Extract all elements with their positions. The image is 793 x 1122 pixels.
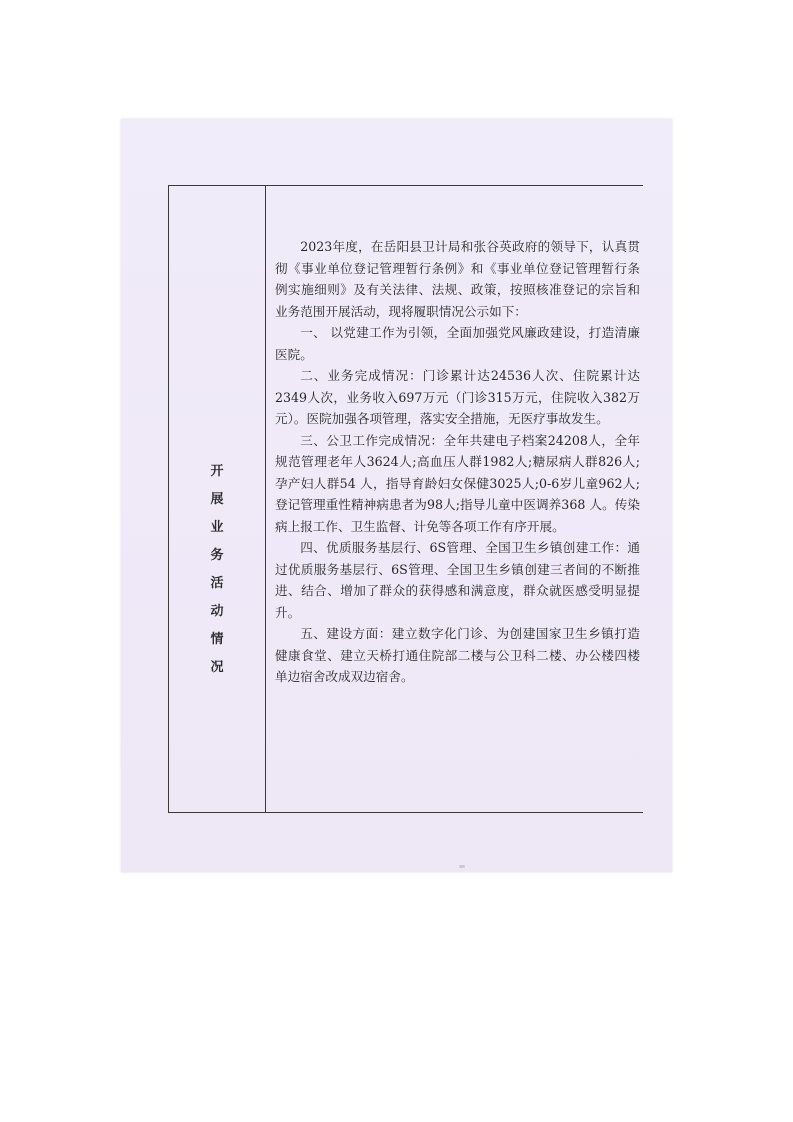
paragraph-party-building: 一、 以党建工作为引领，全面加强党风廉政建设，打造清廉医院。: [275, 325, 640, 362]
paragraph-construction: 五、建设方面：建立数字化门诊、为创建国家卫生乡镇打造健康食堂、建立天桥打通住院部二楼与公卫科二楼、办公楼四楼单边宿舍改成双边宿舍。: [275, 626, 640, 684]
paragraph-public-health: 三、公卫工作完成情况：全年共建电子档案24208人，全年规范管理老年人3624人;高血压人群1982人;糖尿病人群826人;孕产妇人群54 人，指导育龄妇女保健3025人;0-6岁儿童962人;登记管理重性精神病患者为98人;指导儿童中医调养368 人。传染病上报工作、卫生监督、计免等各项工作有序开展。: [275, 432, 640, 534]
paragraph-business: 二、业务完成情况：门诊累计达24536人次、住院累计达2349人次，业务收入697万元（门诊315万元，住院收入382万元）。医院加强各项管理，落实安全措施，无医疗事故发生。: [275, 368, 640, 426]
paragraph-quality-service: 四、优质服务基层行、6S管理、全国卫生乡镇创建工作：通过优质服务基层行、6S管理、全国卫生乡镇创建三者间的不断推进、结合、增加了群众的获得感和满意度，群众就医感受明显提升。: [275, 540, 640, 620]
label-column: [169, 186, 265, 812]
scan-speck: [459, 865, 465, 868]
scanned-document: [121, 119, 672, 872]
side-label: 开展业务活动情况: [210, 464, 224, 675]
column-divider: [265, 186, 266, 812]
report-body: [275, 236, 640, 688]
paragraph-intro: 2023年度，在岳阳县卫计局和张谷英政府的领导下，认真贯彻《事业单位登记管理暂行条例》和《事业单位登记管理暂行条例实施细则》及有关法律、法规、政策，按照核准登记的宗旨和业务范围开展活动，现将履职情况公示如下：: [275, 239, 640, 319]
form-table: [168, 185, 643, 813]
